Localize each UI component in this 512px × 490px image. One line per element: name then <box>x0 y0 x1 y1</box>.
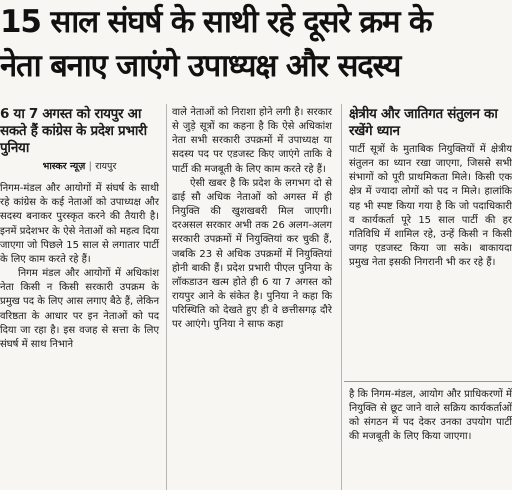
article-column-1 <box>0 106 159 352</box>
article-column-2 <box>172 106 332 333</box>
column-3-separator <box>344 381 512 382</box>
column-3-subhead: क्षेत्रीय और जातिगत संतुलन का रखेंगे ध्यान <box>349 106 498 139</box>
column-3-continuation <box>349 388 512 445</box>
column-divider-2 <box>341 104 342 490</box>
column-2-paragraph-2: ऐसी खबर है कि प्रदेश के लगभग दो से ढाई सौ अधिक नेताओं को अगस्त में ही नियुक्ति की खुशखबरी मिल जाएगी। दरअसल सरकार अभी तक 26 अलग-अलग सरकारी उपक्रमों में नियुक्तियां कर चुकी हैं, जबकि 23 से अधिक उपक्रमों में नियुक्तियां होनी बाकी हैं। प्रदेश प्रभारी पीएल पुनिया के लॉकडाउन खत्म होते ही 6 या 7 अगस्त को रायपुर आने के संकेत है। पुनिया ने कहा कि परिस्थिति को देखते हुए ही वे छत्तीसगढ़ दौरे पर आएंगे। पुनिया ने साफ कहा <box>172 177 332 331</box>
cropped-next-headline <box>0 480 512 490</box>
byline-separator: | <box>88 161 92 172</box>
column-divider-1 <box>166 104 167 490</box>
headline <box>0 0 512 88</box>
column-1-paragraph-2: निगम मंडल और आयोगों में अधिकांश नेता किसी न किसी सरकारी उपक्रम के प्रमुख पद के लिए आस लगाए बैठे हैं, लेकिन वरिष्ठता के आधार पर इन नेताओं को पद दिया जा रहा है। इस वजह से सत्ता के लिए संघर्ष में साथ निभाने <box>0 268 159 350</box>
byline-source: भास्कर न्यूज़ <box>42 161 86 172</box>
column-1-subhead: 6 या 7 अगस्त को रायपुर आ सकते हैं कांग्रेस के प्रदेश प्रभारी पुनिया <box>0 106 147 156</box>
column-2-paragraph-1: वाले नेताओं को निराशा होने लगी है। सरकार से जुड़े सूत्रों का कहना है कि ऐसे अधिकांश नेता सभी सरकारी उपक्रमों में उपाध्यक्ष या सदस्य पद पर एडजस्ट किए जाएंगे ताकि वे पार्टी की मजबूती के लिए काम करते रहे हैं। <box>172 107 332 175</box>
column-1-paragraph-1: निगम-मंडल और आयोगों में संघर्ष के साथी रहे कांग्रेस के कई नेताओं को उपाध्यक्ष और सदस्य बनाकर पुरस्कृत करने की तैयारी है। इनमें प्रदेशभर के ऐसे नेताओं को महत्व दिया जाएगा जो पिछले 15 साल से लगातार पार्टी के लिए काम करते रहे हैं। <box>0 183 159 265</box>
article-column-3 <box>349 106 512 270</box>
headline-line-1: 15 साल संघर्ष के साथी रहे दूसरे क्रम के <box>0 4 432 40</box>
column-3-paragraph-1: पार्टी सूत्रों के मुताबिक नियुक्तियों में क्षेत्रीय संतुलन का ध्यान रखा जाएगा, जिससे सभी संभागों को पूरी प्राथमिकता मिले। किसी एक क्षेत्र में ज्यादा लोगों को पद न मिले। हालांकि यह भी स्पष्ट किया गया है कि जो पदाधिकारी व कार्यकर्ता पूरे 15 साल पार्टी की हर गतिविधि में शामिल रहे, उन्हें किसी न किसी जगह एडजस्ट किया जा सके। बाकायदा प्रमुख नेता इसकी निगरानी भी कर रहे हैं। <box>349 144 512 269</box>
headline-line-2: नेता बनाए जाएंगे उपाध्यक्ष और सदस्य <box>0 48 401 84</box>
byline <box>0 160 159 174</box>
column-3-paragraph-2: है कि निगम-मंडल, आयोग और प्राधिकरणों में नियुक्ति से छूट जाने वाले सक्रिय कार्यकर्ताओं को संगठन में पद देकर उनका उपयोग पार्टी की मजबूती के लिए किया जाएगा। <box>349 389 512 443</box>
byline-location: रायपुर <box>95 161 117 172</box>
